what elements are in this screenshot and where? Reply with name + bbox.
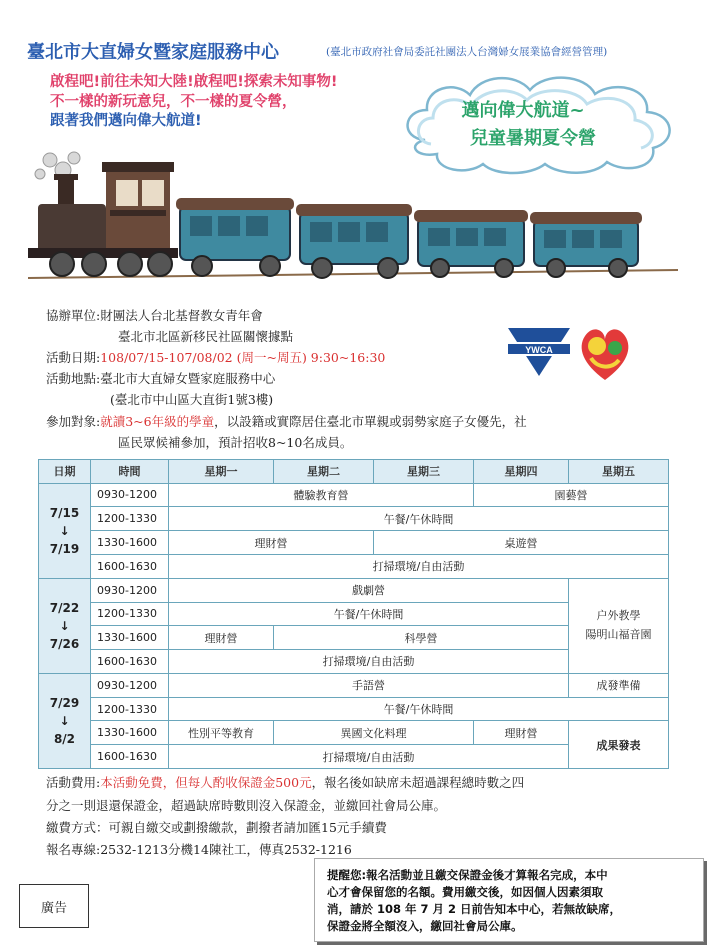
- reminder-line-2: 心才會保留您的名額。費用繳交後，如因個人因素須取: [327, 885, 603, 899]
- time-cell: 1330-1600: [91, 721, 169, 745]
- header-wednesday: 星期三: [374, 460, 474, 484]
- ywca-logo: [504, 326, 574, 378]
- fee-label: 活動費用:: [46, 775, 101, 790]
- time-cell: 0930-1200: [91, 578, 169, 602]
- schedule-table: [38, 459, 669, 769]
- time-cell: 0930-1200: [91, 673, 169, 697]
- activity-cell: 異國文化料理: [274, 721, 474, 745]
- target-line: [46, 412, 527, 430]
- result-show-cell: 成果發表: [569, 721, 669, 769]
- week1-arrow: ↓: [59, 523, 70, 538]
- week1-date-start: 7/15: [49, 505, 80, 520]
- place-label: 活動地點:: [46, 371, 101, 386]
- field-trip-cell: 户外教學 陽明山福音園: [569, 578, 669, 673]
- time-cell: 1200-1330: [91, 507, 169, 531]
- carriage-4: [530, 212, 642, 277]
- time-cell: 1600-1630: [91, 650, 169, 674]
- reminder-line-1: 提醒您:報名活動並且繳交保證金後才算報名完成，本中: [327, 868, 608, 882]
- week2-arrow: ↓: [59, 618, 70, 633]
- table-row: [39, 721, 669, 745]
- coorganizer-1: 財團法人台北基督教女青年會: [100, 308, 263, 323]
- activity-cell: 戲劇營: [169, 578, 569, 602]
- reminder-line-3: 消，請於 108 年 7 月 2 日前告知本中心，若無故缺席，: [327, 902, 622, 916]
- week3-arrow: ↓: [59, 713, 70, 728]
- table-row: [39, 507, 669, 531]
- schedule-header-row: [39, 460, 669, 484]
- cloud-title-line-2: 兒童暑期夏令營: [470, 128, 596, 149]
- target-rest: ，以設籍或實際居住臺北市單親或弱勢家庭子女優先，社: [214, 414, 527, 429]
- fee-line-2: 分之一則退還保證金，超過缺席時數則沒入保證金，並繳回社會局公庫。: [46, 798, 447, 813]
- activity-cell: 午餐/午休時間: [169, 507, 669, 531]
- activity-cell: 體驗教育營: [169, 483, 474, 507]
- contact-line: 報名專線:2532-1213分機14陳社工，傳真2532-1216: [46, 842, 352, 857]
- train-illustration: [18, 148, 690, 288]
- target-line-2: 區民眾候補參加，預計招收8~10名成員。: [118, 435, 353, 450]
- activity-cell: 理財營: [169, 626, 274, 650]
- time-cell: 1200-1330: [91, 697, 169, 721]
- time-cell: 1200-1330: [91, 602, 169, 626]
- reminder-line-4: 保證金將全額沒入，繳回社會局公庫。: [327, 919, 523, 933]
- ad-label-box: 廣告: [19, 884, 89, 928]
- table-row: [39, 673, 669, 697]
- activity-cell: 理財營: [169, 531, 374, 555]
- ywca-text: YWCA: [525, 345, 553, 355]
- fee-line-1: [46, 773, 524, 791]
- week2-date-start: 7/22: [49, 600, 80, 615]
- activity-cell: 打掃環境/自由活動: [169, 745, 569, 769]
- header-friday: 星期五: [569, 460, 669, 484]
- table-row: [39, 554, 669, 578]
- header-tuesday: 星期二: [274, 460, 374, 484]
- header-thursday: 星期四: [474, 460, 569, 484]
- header-date: 日期: [39, 460, 91, 484]
- slogan-line-1: 啟程吧!前往未知大陸!啟程吧!探索未知事物!: [50, 74, 338, 90]
- activity-cell: 成發準備: [569, 673, 669, 697]
- time-cell: 1600-1630: [91, 745, 169, 769]
- slogan-line-3: 跟著我們邁向偉大航道!: [50, 113, 202, 129]
- header-monday: 星期一: [169, 460, 274, 484]
- slogan-line-2: 不一樣的新玩意兒，不一樣的夏令營，: [50, 94, 297, 110]
- activity-cell: 科學營: [274, 626, 569, 650]
- activity-cell: 打掃環境/自由活動: [169, 650, 569, 674]
- table-row: [39, 578, 669, 602]
- table-row: [39, 531, 669, 555]
- center-subtitle: (臺北市政府社會局委託社團法人台灣婦女展業協會經營管理): [326, 46, 608, 58]
- coorganizer-label: 協辦單位:: [46, 308, 101, 323]
- fee-highlight: 本活動免費，但每人酌收保證金500元: [100, 775, 312, 790]
- activity-cell: 桌遊營: [374, 531, 669, 555]
- center-title: 臺北市大直婦女暨家庭服務中心: [27, 42, 279, 63]
- time-cell: 1600-1630: [91, 554, 169, 578]
- coorganizer-2: 臺北市北區新移民社區關懷據點: [118, 329, 294, 344]
- carriage-3: [414, 210, 528, 277]
- carriage-2: [296, 204, 412, 278]
- time-cell: 0930-1200: [91, 483, 169, 507]
- target-highlight: 就讀3~6年級的學童: [100, 414, 215, 429]
- week2-date-cell: [39, 578, 91, 673]
- activity-cell: 理財營: [474, 721, 569, 745]
- activity-cell: 手語營: [169, 673, 569, 697]
- week3-date-end: 8/2: [53, 731, 76, 746]
- coorganizer-line-1: [46, 306, 263, 324]
- activity-cell: 園藝營: [474, 483, 669, 507]
- carriage-1: [176, 198, 294, 276]
- table-row: [39, 697, 669, 721]
- week1-date-end: 7/19: [49, 541, 80, 556]
- activity-cell: 性別平等教育: [169, 721, 274, 745]
- date-line: [46, 348, 385, 366]
- place-line: [46, 369, 275, 387]
- table-row: [39, 483, 669, 507]
- locomotive: [28, 162, 178, 258]
- date-value: 108/07/15-107/08/02 (周一~周五) 9:30~16:30: [100, 350, 386, 365]
- week2-date-end: 7/26: [49, 636, 80, 651]
- payment-method: 繳費方式：可親自繳交或劃撥繳款，劃撥者請加匯15元手續費: [46, 820, 387, 835]
- time-cell: 1330-1600: [91, 531, 169, 555]
- activity-cell: 午餐/午休時間: [169, 697, 669, 721]
- place-1: 臺北市大直婦女暨家庭服務中心: [100, 371, 276, 386]
- week3-date-start: 7/29: [49, 695, 80, 710]
- activity-cell: 打掃環境/自由活動: [169, 554, 669, 578]
- week1-date-cell: [39, 483, 91, 578]
- fee-rest: ，報名後如缺席未超過課程總時數之四: [311, 775, 525, 790]
- place-2: (臺北市中山區大直街1號3樓): [110, 392, 274, 407]
- time-cell: 1330-1600: [91, 626, 169, 650]
- activity-cell: 午餐/午休時間: [169, 602, 569, 626]
- date-label: 活動日期:: [46, 350, 101, 365]
- target-label: 參加對象:: [46, 414, 101, 429]
- heart-logo: [575, 318, 635, 386]
- week3-date-cell: [39, 673, 91, 768]
- reminder-box: [314, 858, 704, 942]
- cloud-title-line-1: 邁向偉大航道~: [461, 100, 585, 121]
- header-time: 時間: [91, 460, 169, 484]
